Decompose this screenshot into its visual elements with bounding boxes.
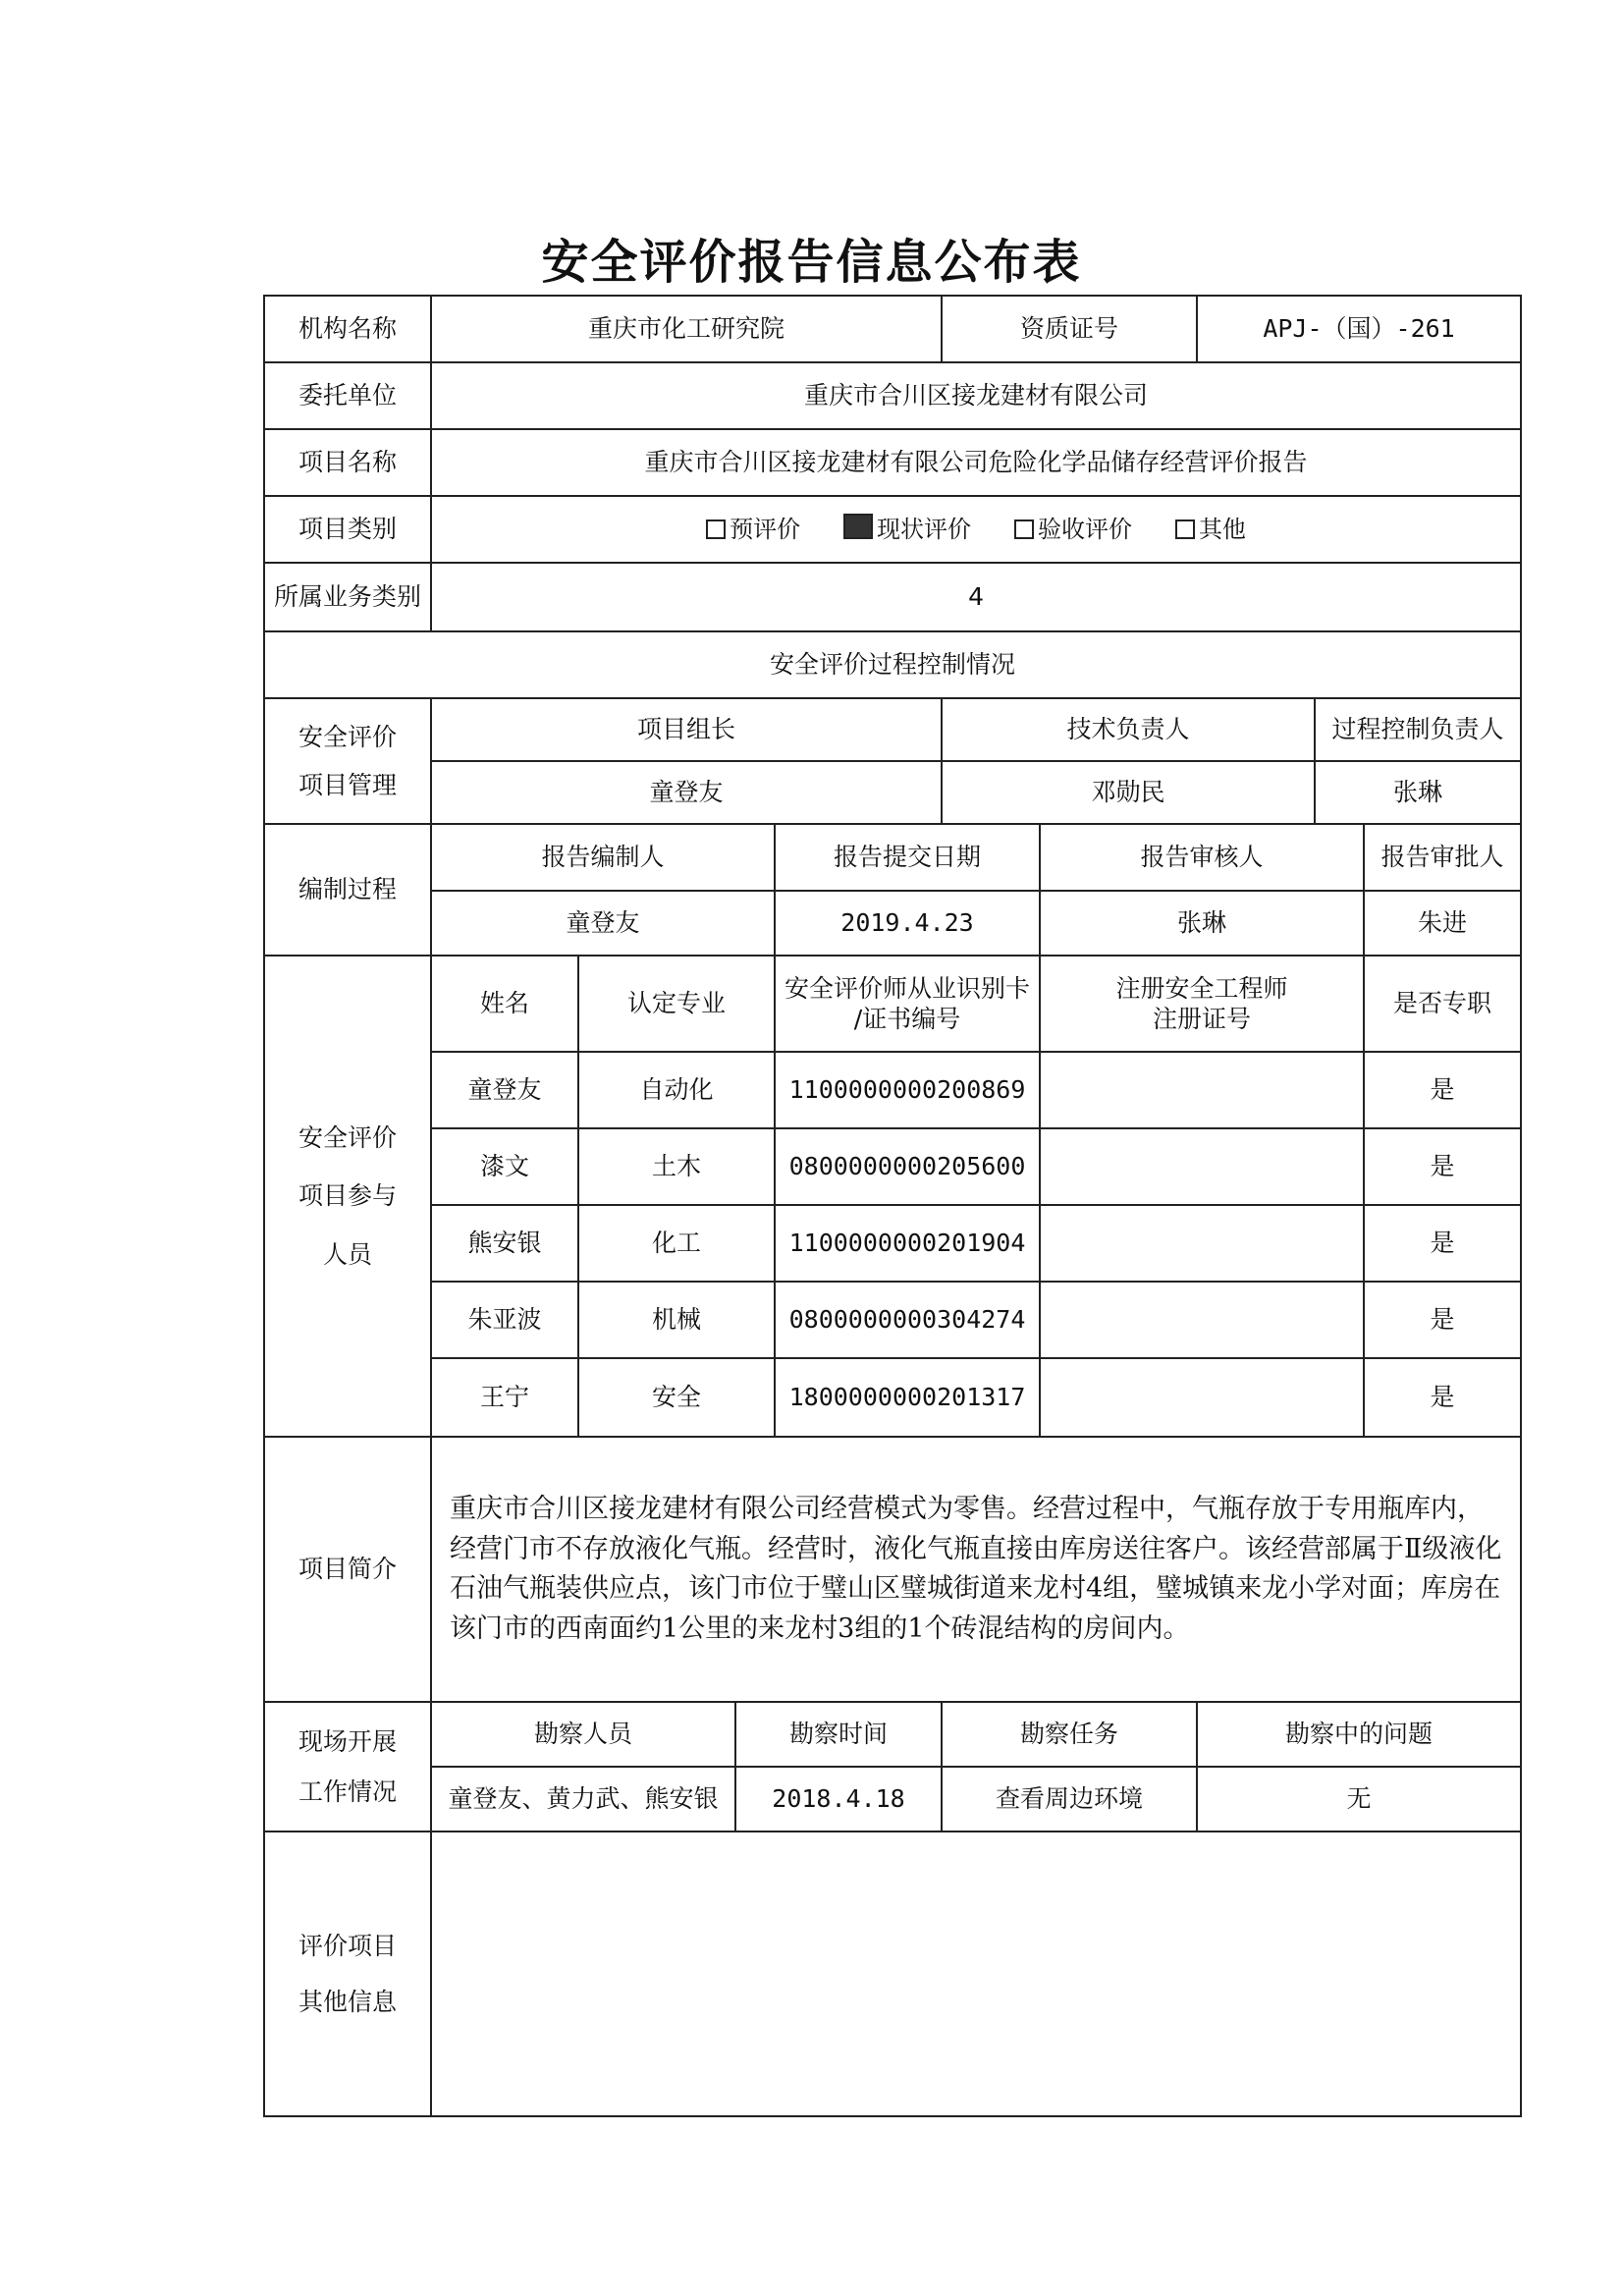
client-label: 委托单位: [264, 362, 431, 429]
intro-text: 重庆市合川区接龙建材有限公司经营模式为零售。经营过程中，气瓶存放于专用瓶库内，经营门市不存放液化气瓶。经营时，液化气瓶直接由库房送往客户。该经营部属于Ⅱ级液化石油气瓶装供应点，该门市位于璧山区璧城街道来龙村4组，璧城镇来龙小学对面；库房在该门市的西南面约1公里的来龙村3组的1个砖混结构的房间内。: [431, 1437, 1521, 1702]
info-table: [263, 295, 1522, 2117]
management-header: 过程控制负责人: [1315, 698, 1521, 761]
client-value: 重庆市合川区接龙建材有限公司: [431, 362, 1521, 429]
management-value-row: [264, 761, 1521, 824]
table-row: 王宁 安全 1800000000201317 是: [264, 1358, 1521, 1437]
process-heading: 安全评价过程控制情况: [264, 631, 1521, 698]
other-value: [431, 1831, 1521, 2116]
compile-header: 报告审批人: [1364, 824, 1521, 891]
option-pre-eval[interactable]: 预评价: [706, 516, 800, 543]
compile-value: 2019.4.23: [775, 891, 1040, 956]
business-label: 所属业务类别: [264, 563, 431, 631]
business-row: [264, 563, 1521, 631]
option-acceptance-eval[interactable]: 验收评价: [1014, 516, 1132, 543]
management-value: 张琳: [1315, 761, 1521, 824]
project-row: [264, 429, 1521, 496]
table-row: 朱亚波 机械 0800000000304274 是: [264, 1282, 1521, 1358]
checkbox-icon: [1014, 519, 1034, 539]
management-header: 项目组长: [431, 698, 942, 761]
compile-label: 编制过程: [264, 824, 431, 956]
site-header: 勘察中的问题: [1197, 1702, 1521, 1767]
site-value: 2018.4.18: [735, 1767, 942, 1831]
compile-header: 报告审核人: [1040, 824, 1364, 891]
client-row: [264, 362, 1521, 429]
other-row: [264, 1831, 1521, 2116]
category-row: [264, 496, 1521, 563]
compile-value: 童登友: [431, 891, 775, 956]
personnel-header-fulltime: 是否专职: [1364, 956, 1521, 1052]
personnel-header-major: 认定专业: [578, 956, 775, 1052]
site-value: 查看周边环境: [942, 1767, 1197, 1831]
intro-label: 项目简介: [264, 1437, 431, 1702]
compile-value: 朱进: [1364, 891, 1521, 956]
site-header: 勘察时间: [735, 1702, 942, 1767]
page-title: 安全评价报告信息公布表: [541, 235, 1082, 290]
personnel-header-row: [264, 956, 1521, 1052]
business-value: 4: [431, 563, 1521, 631]
management-header: 技术负责人: [942, 698, 1315, 761]
site-value-row: [264, 1767, 1521, 1831]
management-header-row: [264, 698, 1521, 761]
site-header-row: [264, 1702, 1521, 1767]
category-options: [431, 496, 1521, 563]
org-row: [264, 296, 1521, 362]
table-row: 漆文 土木 0800000000205600 是: [264, 1128, 1521, 1205]
site-header: 勘察人员: [431, 1702, 735, 1767]
site-value: 无: [1197, 1767, 1521, 1831]
project-value: 重庆市合川区接龙建材有限公司危险化学品储存经营评价报告: [431, 429, 1521, 496]
checkbox-icon: [1175, 519, 1195, 539]
personnel-header-name: 姓名: [431, 956, 578, 1052]
process-heading-row: [264, 631, 1521, 698]
checkbox-checked-icon: [843, 514, 873, 539]
option-other[interactable]: 其他: [1175, 516, 1246, 543]
personnel-header-card: 安全评价师从业识别卡 /证书编号: [775, 956, 1040, 1052]
site-header: 勘察任务: [942, 1702, 1197, 1767]
org-value: 重庆市化工研究院: [431, 296, 942, 362]
project-label: 项目名称: [264, 429, 431, 496]
category-label: 项目类别: [264, 496, 431, 563]
personnel-header-reg: 注册安全工程师 注册证号: [1040, 956, 1364, 1052]
cert-value: APJ-（国）-261: [1197, 296, 1521, 362]
other-label: 评价项目 其他信息: [264, 1831, 431, 2116]
personnel-label: 安全评价 项目参与 人员: [264, 956, 431, 1437]
compile-header: 报告编制人: [431, 824, 775, 891]
site-label: 现场开展 工作情况: [264, 1702, 431, 1831]
compile-header-row: [264, 824, 1521, 891]
compile-header: 报告提交日期: [775, 824, 1040, 891]
management-label: 安全评价 项目管理: [264, 698, 431, 824]
compile-value-row: [264, 891, 1521, 956]
compile-value: 张琳: [1040, 891, 1364, 956]
management-value: 童登友: [431, 761, 942, 824]
table-row: 熊安银 化工 1100000000201904 是: [264, 1205, 1521, 1282]
cert-label: 资质证号: [942, 296, 1197, 362]
intro-row: [264, 1437, 1521, 1702]
option-current-eval[interactable]: 现状评价: [843, 516, 971, 543]
table-row: 童登友 自动化 1100000000200869 是: [264, 1052, 1521, 1128]
org-label: 机构名称: [264, 296, 431, 362]
management-value: 邓勋民: [942, 761, 1315, 824]
site-value: 童登友、黄力武、熊安银: [431, 1767, 735, 1831]
checkbox-icon: [706, 519, 726, 539]
